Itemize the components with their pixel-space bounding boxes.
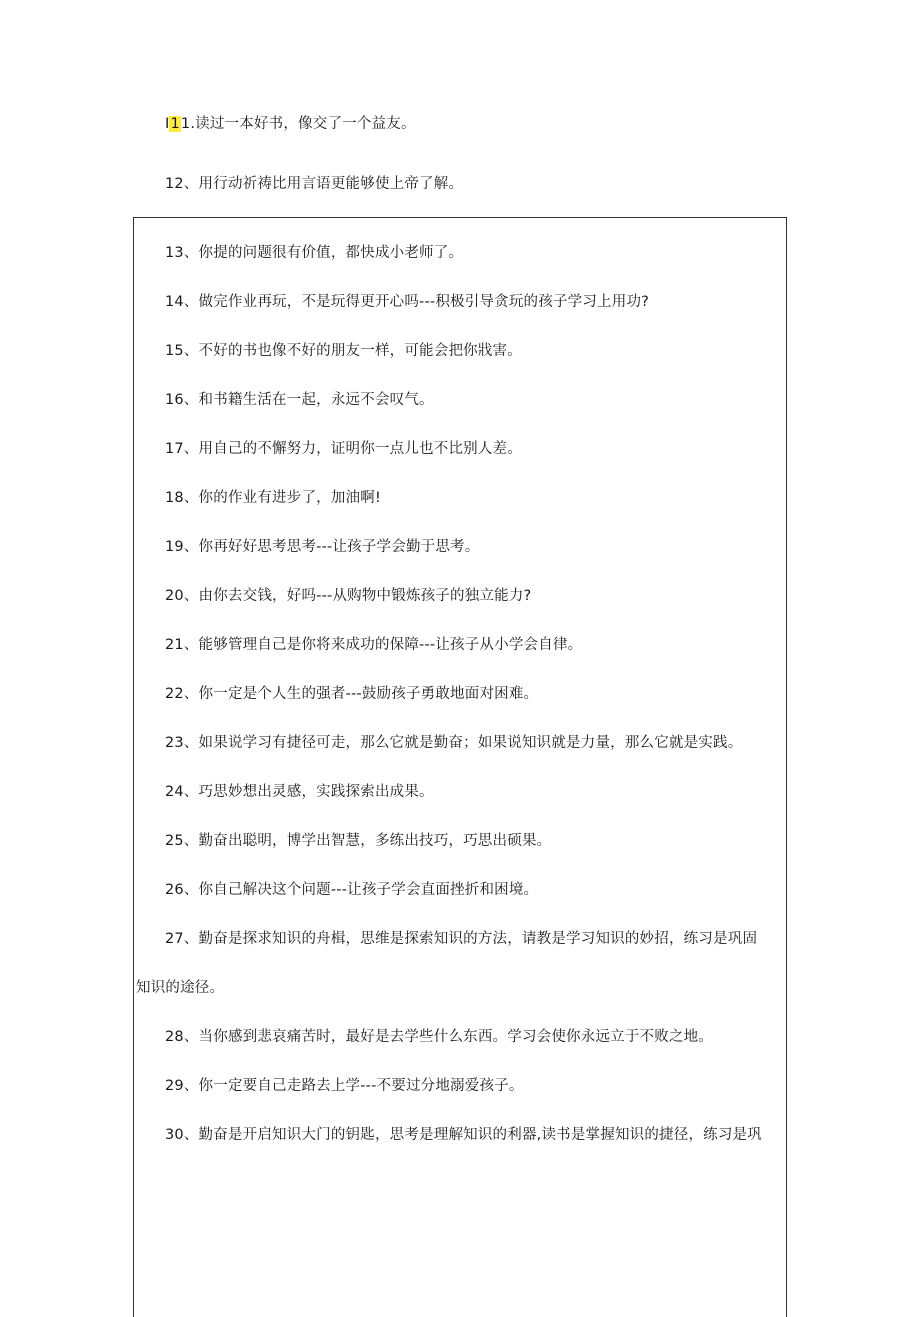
list-item: 23、如果说学习有捷径可走，那么它就是勤奋；如果说知识就是力量，那么它就是实践。 — [165, 735, 743, 751]
item-27-line-2: 知识的途径。 — [136, 980, 225, 996]
framed-text-box — [133, 217, 787, 1317]
item-27-line-1: 27、勤奋是探求知识的舟楫，思维是探索知识的方法，请教是学习知识的妙招，练习是巩固 — [165, 931, 758, 947]
list-item: 19、你再好好思考思考---让孩子学会勤于思考。 — [165, 539, 480, 555]
item-30: 30、勤奋是开启知识大门的钥匙，思考是理解知识的利器,读书是掌握知识的捷径，练习是巩 — [165, 1127, 762, 1143]
list-item: 22、你一定是个人生的强者---鼓励孩子勇敢地面对困难。 — [165, 686, 539, 702]
list-item: 16、和书籍生活在一起，永远不会叹气。 — [165, 392, 434, 408]
list-item: 21、能够管理自己是你将来成功的保障---让孩子从小学会自律。 — [165, 637, 583, 653]
list-item: 15、不好的书也像不好的朋友一样，可能会把你戕害。 — [165, 343, 522, 359]
item-29: 29、你一定要自己走路去上学---不要过分地溺爱孩子。 — [165, 1078, 524, 1094]
item-12: 12、用行动祈祷比用言语更能够使上帝了解。 — [165, 176, 464, 192]
item-11-text: 1.读过一本好书，像交了一个益友。 — [180, 116, 416, 132]
list-item: 13、你提的问题很有价值，都快成小老师了。 — [165, 245, 464, 261]
list-item: 18、你的作业有进步了，加油啊! — [165, 490, 381, 506]
item-28: 28、当你感到悲哀痛苦时，最好是去学些什么东西。学习会使你永远立于不败之地。 — [165, 1029, 714, 1045]
item-11 — [165, 114, 416, 134]
list-item: 17、用自己的不懈努力，证明你一点儿也不比别人差。 — [165, 441, 522, 457]
list-item: 14、做完作业再玩，不是玩得更开心吗---积极引导贪玩的孩子学习上用功? — [165, 294, 650, 310]
list-item: 25、勤奋出聪明，博学出智慧，多练出技巧，巧思出硕果。 — [165, 833, 552, 849]
list-item: 26、你自己解决这个问题---让孩子学会直面挫折和困境。 — [165, 882, 539, 898]
list-item: 24、巧思妙想出灵感，实践探索出成果。 — [165, 784, 434, 800]
item-11-prefix: I — [165, 116, 170, 132]
list-item: 20、由你去交钱，好吗---从购物中锻炼孩子的独立能力? — [165, 588, 532, 604]
highlight-marker: 1 — [170, 116, 180, 132]
